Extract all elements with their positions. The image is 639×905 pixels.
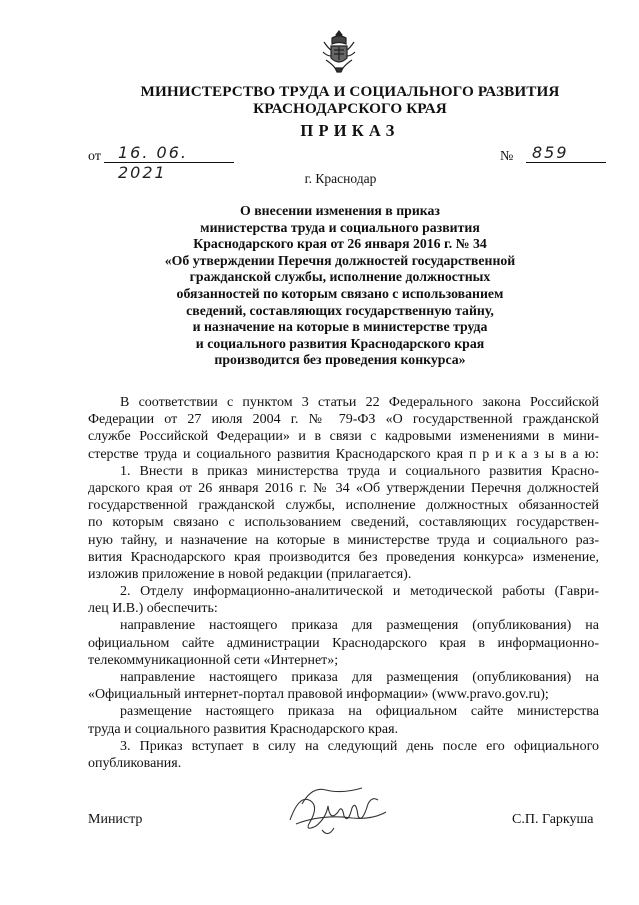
- body-line: государственной гражданской службы, исполнение должностных обязанностей: [88, 498, 599, 514]
- heading-line: О внесении изменения в приказ: [240, 203, 440, 218]
- body-line: Федерации от 27 июля 2004 г. № 79-ФЗ «О государственной гражданской: [88, 412, 599, 428]
- body-line: вития Краснодарского края производится без проведения конкурса» изменение,: [88, 549, 599, 565]
- coat-of-arms-icon: [320, 28, 358, 74]
- body-line: официальном сайте администрации Краснодарского края в информационно-: [88, 635, 599, 651]
- number-prefix: №: [500, 149, 514, 164]
- minister-position: Министр: [88, 812, 143, 827]
- order-date: [88, 143, 188, 182]
- body-line: 3. Приказ вступает в силу на следующий день после его официального: [120, 738, 599, 754]
- heading-line: Краснодарского края от 26 января 2016 г. № 34: [193, 236, 487, 252]
- heading-line: сведений, составляющих государственную тайну,: [186, 302, 494, 318]
- heading-line: министерства труда и социального развития: [200, 219, 480, 235]
- heading-line: гражданской службы, исполнение должностных: [189, 269, 491, 285]
- order-body: [88, 394, 599, 772]
- body-line: направление настоящего приказа для размещения (опубликования) на: [120, 618, 599, 634]
- body-line: размещение настоящего приказа на официальном сайте министерства: [120, 704, 599, 720]
- body-line: 2. Отделу информационно-аналитической и методической работы (Гаври-: [120, 584, 599, 600]
- ministry-name-line1: МИНИСТЕРСТВО ТРУДА И СОЦИАЛЬНОГО РАЗВИТИЯ: [140, 83, 560, 100]
- body-line: направление настоящего приказа для размещения (опубликования) на: [120, 670, 599, 685]
- body-line: службе Российской Федерации» и в связи с кадровыми изменениями в мини-: [88, 429, 599, 445]
- body-line: стерстве труда и социального развития Краснодарского края п р и к а з ы в а ю:: [88, 446, 599, 462]
- ministry-name-line2: КРАСНОДАРСКОГО КРАЯ: [253, 100, 447, 117]
- heading-line: и назначение на которые в министерстве труда: [192, 319, 488, 335]
- city: [0, 171, 639, 187]
- signer-name: С.П. Гаркуша: [512, 812, 594, 827]
- order-title: ПРИКАЗ: [300, 121, 400, 140]
- order-number: [500, 143, 569, 166]
- body-line: по которым связано с использованием сведений, составляющих государствен-: [88, 515, 599, 531]
- heading-line: производится без проведения конкурса»: [214, 352, 466, 368]
- body-line: 1. Внести в приказ министерства труда и социального развития Красно-: [120, 463, 599, 479]
- number-value: 859: [526, 143, 606, 163]
- city-label: г. Краснодар: [304, 171, 377, 186]
- body-line: лец И.В.) обеспечить:: [88, 601, 218, 617]
- body-line: В соответствии с пунктом 3 статьи 22 Федерального закона Российской: [120, 395, 599, 410]
- body-line: телекоммуникационной сети «Интернет»;: [88, 652, 339, 668]
- body-line: ную тайну, и назначение на которые в министерстве труда и социального раз-: [88, 532, 599, 548]
- heading-line: и социального развития Краснодарского края: [195, 335, 485, 351]
- heading-line: «Об утверждении Перечня должностей государственной: [164, 252, 516, 268]
- body-line: опубликования.: [88, 755, 182, 771]
- date-value: 16. 06. 2021: [104, 143, 234, 163]
- heading-line: обязанностей по которым связано с использованием: [176, 285, 504, 301]
- body-line: изложив приложение в новой редакции (прилагается).: [88, 566, 412, 582]
- body-line: труда и социального развития Краснодарского края.: [88, 721, 399, 737]
- body-line: «Официальный интернет-портал правовой информации» (www.pravo.gov.ru);: [88, 687, 549, 703]
- body-line: дарского края от 26 января 2016 г. № 34 «Об утверждении Перечня должностей: [88, 480, 599, 496]
- order-heading: [90, 203, 590, 369]
- date-prefix: от: [88, 149, 101, 164]
- signature-icon: [282, 782, 392, 842]
